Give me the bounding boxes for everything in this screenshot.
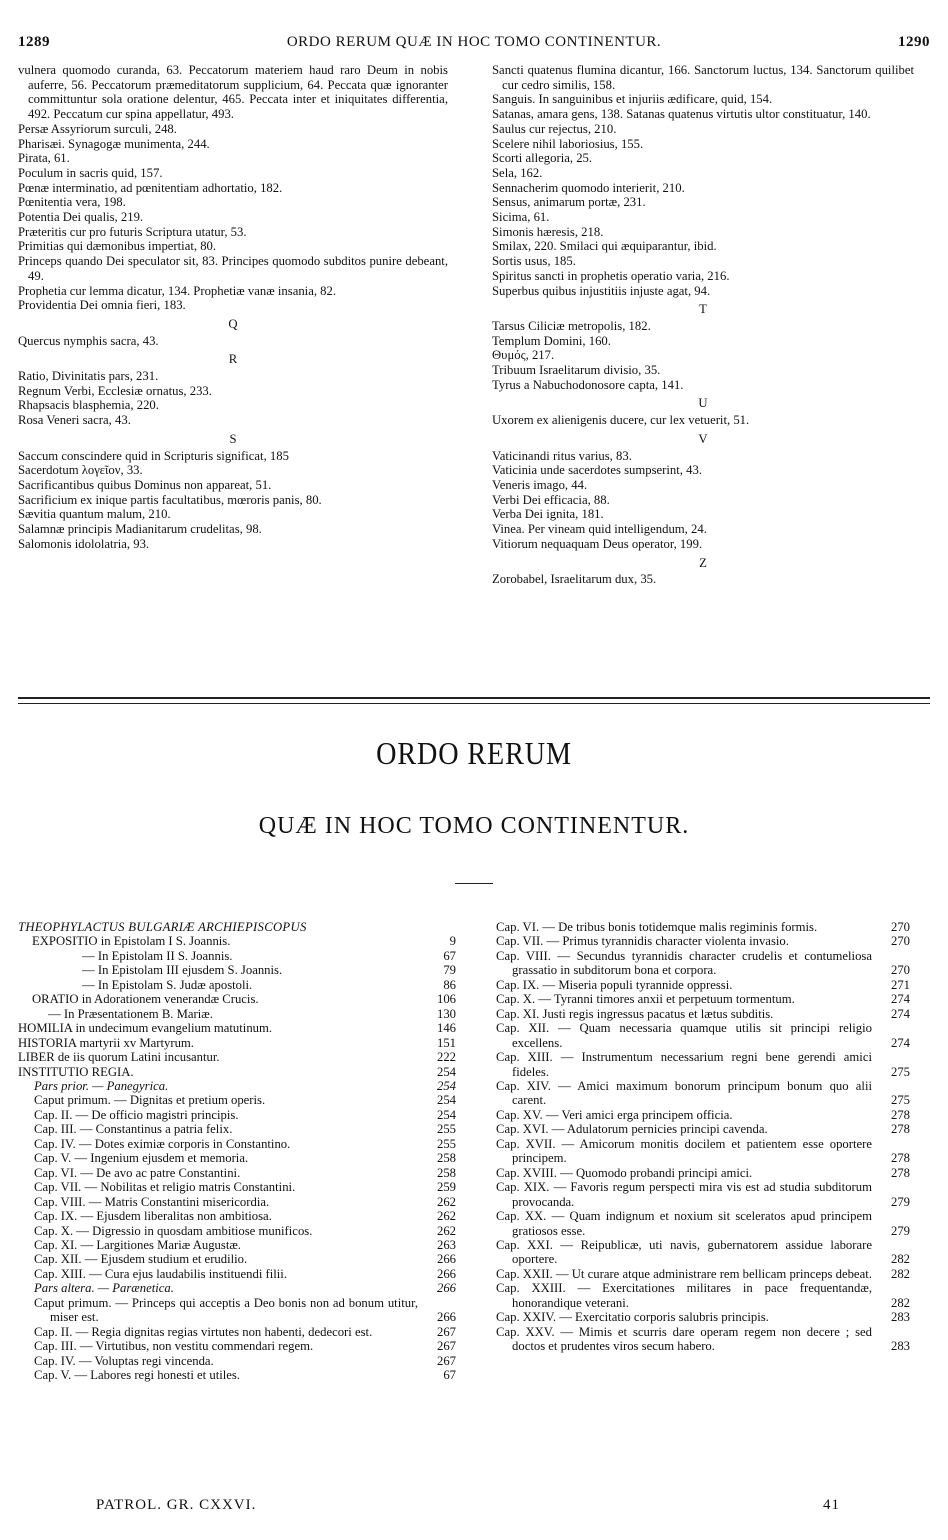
contents-entry-title: ORATIO in Adorationem venerandæ Crucis. [32,992,259,1007]
contents-entry-page: 274 [890,1006,910,1021]
contents-entry-page: 275 [890,1064,910,1079]
contents-entry-page: 283 [890,1310,910,1325]
contents-entry [18,1296,456,1325]
index-entry: Sanguis. In sanguinibus et injuriis ædificare, quid, 154. [492,92,773,107]
contents-entry [480,1267,910,1281]
contents-entry-title: Cap. II. — Regia dignitas regias virtutes non habenti, dedecori est. [34,1324,373,1339]
contents-entry-title: Cap. XXV. — Mimis et scurris dare operam regem non decere ; sed doctos et prudentes viros secum habero. [496,1324,872,1354]
page-number-right: 1290 [898,34,930,50]
contents-column-right [480,920,910,1354]
running-header [18,34,930,54]
contents-entry-page: 67 [443,1368,456,1383]
index-entry: Salamnæ principis Madianitarum crudelitas, 98. [18,522,262,537]
index-column-left [18,63,448,552]
contents-entry [480,1281,910,1310]
index-entry: Præteritis cur pro futuris Scriptura utatur, 53. [18,224,247,239]
contents-entry [18,1209,456,1223]
contents-entry-page: 266 [436,1281,456,1296]
contents-entry-title: Cap. IX. — Ejusdem liberalitas non ambitiosa. [34,1209,272,1224]
contents-entry-title: Cap. XXIV. — Exercitatio corporis salubris principis. [496,1310,769,1325]
contents-entry [18,1224,456,1238]
running-title: ORDO RERUM QUÆ IN HOC TOMO CONTINENTUR. [286,34,662,50]
contents-entry [18,1267,456,1281]
contents-entry-title: Cap. XII. — Quam necessaria quamque utilis sit principi religio excellens. [496,1021,872,1050]
section-rule-top [18,697,930,699]
index-entry: Princeps quando Dei speculator sit, 83. Principes quomodo subditos punire debeant, 49. [18,254,448,283]
index-entry: Θυμός, 217. [492,348,555,363]
contents-entry-title: — In Epistolam S. Judæ apostoli. [82,977,253,992]
contents-entry-page: 254 [436,1064,456,1079]
index-entry: Zorobabel, Israelitarum dux, 35. [492,572,657,587]
index-letter: T [699,302,707,317]
index-entry: Sacerdotum λογεῖον, 33. [18,463,143,478]
index-entry: vulnera quomodo curanda, 63. Peccatorum materiem haud raro Deum in nobis auferre, 56. Peccatorum præmeditatorum supplicium, 64. Peccata quæ ignoranter committuntur sola oratione delentur, 465. Peccata inter et iniquitates differentia, 492. Peccatum cur spina appellatur, 493. [18,63,448,122]
index-entry: Verba Dei ignita, 181. [492,507,604,522]
index-entry: Persæ Assyriorum surculi, 248. [18,121,177,136]
index-entry: Regnum Verbi, Ecclesiæ ornatus, 233. [18,383,212,398]
index-column-right [492,63,914,587]
contents-entry-title: — In Epistolam III ejusdem S. Joannis. [82,963,283,978]
contents-entry-title: Cap. XVI. — Adulatorum pernicies principi cavenda. [496,1122,768,1137]
contents-entry-page: 267 [436,1324,456,1339]
index-entry: Tyrus a Nabuchodonosore capta, 141. [492,377,684,392]
index-letter: R [228,352,238,367]
contents-entry [18,1122,456,1136]
contents-entry [480,992,910,1006]
index-entry: Prophetia cur lemma dicatur, 134. Prophetiæ vanæ insania, 82. [18,283,337,298]
contents-entry-title: Cap. VIII. — Matris Constantini misericordia. [34,1194,270,1209]
contents-entry [480,1122,910,1136]
index-entry: Superbus quibus injustitiis injuste agat, 94. [492,283,711,298]
contents-entry [480,1180,910,1209]
index-entry: Tribuum Israelitarum divisio, 35. [492,363,661,378]
contents-entry [18,1065,456,1079]
contents-entry-title: Cap. VIII. — Secundus tyrannidis character crudelis et contumeliosa grassatio in subditorum bona et corpora. [496,948,872,978]
index-entry: Pœnitentia vera, 198. [18,195,126,210]
contents-entry-page: 255 [436,1122,456,1137]
contents-entry-title: Cap. V. — Ingenium ejusdem et memoria. [34,1151,249,1166]
contents-entry [18,1151,456,1165]
contents-entry-title: LIBER de iis quorum Latini incusantur. [18,1050,220,1065]
contents-entry-title: EXPOSITIO in Epistolam I S. Joannis. [32,934,231,949]
index-entry: Verbi Dei efficacia, 88. [492,492,610,507]
contents-entry [18,1021,456,1035]
index-entry: Vitiorum nequaquam Deus operator, 199. [492,536,703,551]
contents-entry [18,1166,456,1180]
contents-entry [480,1209,910,1238]
contents-entry-page: 282 [890,1266,910,1281]
contents-entry-title: Cap. XV. — Veri amici erga principem officia. [496,1107,733,1122]
index-letter: U [698,396,708,411]
contents-entry-title: Pars prior. — Panegyrica. [34,1078,169,1093]
contents-entry-title: Cap. XI. Justi regis ingressus pacatus et lætus subditis. [496,1006,774,1021]
index-entry: Sensus, animarum portæ, 231. [492,195,646,210]
contents-entry-title: Cap. XXIII. — Exercitationes militares in pace frequentandæ, honorandique veterani. [496,1281,872,1310]
contents-entry [480,1137,910,1166]
index-entry: Salomonis idololatria, 93. [18,536,150,551]
index-entry: Tarsus Ciliciæ metropolis, 182. [492,318,651,333]
contents-entry-page: 67 [443,948,456,963]
index-entry: Sacrificium ex inique partis facultatibus, mœroris panis, 80. [18,492,322,507]
contents-entry-title: Cap. III. — Virtutibus, non vestitu commendari regem. [34,1339,314,1354]
contents-entry-page: 275 [890,1093,910,1108]
contents-entry-title: Cap. VII. — Primus tyrannidis character violenta invasio. [496,934,789,949]
contents-entry [480,1007,910,1021]
contents-entry-page: 263 [436,1237,456,1252]
contents-entry [18,963,456,977]
index-entry: Saulus cur rejectus, 210. [492,121,617,136]
contents-entry [18,1137,456,1151]
contents-entry-title: Cap. VI. — De avo ac patre Constantini. [34,1165,241,1180]
contents-entry-page: 279 [890,1223,910,1238]
index-entry: Providentia Dei omnia fieri, 183. [18,298,186,313]
contents-entry-title: Cap. VI. — De tribus bonis totidemque malis regiminis formis. [496,920,818,934]
contents-entry [480,1108,910,1122]
section-title: ORDO RERUM [376,735,572,771]
contents-entry [480,1166,910,1180]
index-entry: Uxorem ex alienigenis ducere, cur lex vetuerit, 51. [492,413,750,428]
title-divider [455,883,493,884]
contents-entry-title: Cap. II. — De officio magistri principis. [34,1107,239,1122]
contents-entry [18,978,456,992]
index-entry: Potentia Dei qualis, 219. [18,210,144,225]
contents-entry-title: Cap. IV. — Voluptas regi vincenda. [34,1353,214,1368]
contents-entry-page: 262 [436,1223,456,1238]
contents-entry-page: 270 [890,920,910,934]
contents-entry-page: 262 [436,1194,456,1209]
contents-entry-page: 267 [436,1339,456,1354]
contents-entry [18,1354,456,1368]
contents-heading: THEOPHYLACTUS BULGARIÆ ARCHIEPISCOPUS [18,920,307,934]
contents-entry [18,1281,456,1295]
index-entry: Pœnæ interminatio, ad pœnitentiam adhortatio, 182. [18,180,283,195]
contents-entry-title: HISTORIA martyrii xv Martyrum. [18,1035,194,1050]
contents-entry-title: Cap. XX. — Quam indignum et noxium sit sceleratos apud principem gratiosos esse. [496,1209,872,1238]
index-entry: Poculum in sacris quid, 157. [18,165,163,180]
index-entry: Scelere nihil laboriosius, 155. [492,136,644,151]
section-rule-bottom [18,703,930,704]
contents-entry-page: 258 [436,1151,456,1166]
index-entry: Quercus nymphis sacra, 43. [18,333,159,348]
contents-entry [18,1252,456,1266]
index-entry: Saccum conscindere quid in Scripturis significat, 185 [18,448,289,463]
contents-entry-title: Cap. IV. — Dotes eximiæ corporis in Constantino. [34,1136,291,1151]
contents-entry-title: Caput primum. — Princeps qui acceptis a Deo bonis non ad bonum utitur, miser est. [34,1295,418,1325]
contents-entry-page: 278 [890,1122,910,1137]
index-entry: Templum Domini, 160. [492,333,611,348]
contents-entry-title: Cap. X. — Digressio in quosdam ambitiose munificos. [34,1223,313,1238]
contents-entry-title: Cap. III. — Constantinus a patria felix. [34,1122,233,1137]
contents-entry [18,1050,456,1064]
contents-entry-title: Cap. V. — Labores regi honesti et utiles. [34,1368,241,1383]
index-entry: Scorti allegoria, 25. [492,151,593,166]
index-entry: Primitias qui dæmonibus impertiat, 80. [18,239,217,254]
index-entry: Sortis usus, 185. [492,254,576,269]
contents-entry [18,1036,456,1050]
index-entry: Sacrificantibus quibus Dominus non appareat, 51. [18,477,272,492]
contents-entry-page: 279 [890,1194,910,1209]
contents-entry [18,934,456,948]
contents-entry-page: 267 [436,1353,456,1368]
contents-entry-page: 146 [436,1021,456,1036]
index-entry: Veneris imago, 44. [492,477,588,492]
contents-entry [18,1093,456,1107]
contents-entry-title: Cap. XVII. — Amicorum monitis docilem et patientem esse oportere principem. [496,1136,872,1166]
contents-entry-page: 278 [890,1107,910,1122]
index-entry: Rosa Veneri sacra, 43. [18,413,131,428]
contents-entry-page: 254 [436,1078,456,1093]
contents-entry-title: Cap. XII. — Ejusdem studium et erudilio. [34,1252,248,1267]
footer-signature: PATROL. GR. CXXVI. [96,1497,257,1513]
index-letter: S [229,431,237,446]
contents-entry [18,1195,456,1209]
contents-entry-page: 274 [890,992,910,1007]
index-entry: Vaticinia unde sacerdotes sumpserint, 43. [492,463,702,478]
contents-entry [480,934,910,948]
index-letter: V [698,431,708,446]
contents-entry-title: Cap. IX. — Miseria populi tyrannide oppressi. [496,977,733,992]
contents-entry [18,1339,456,1353]
contents-entry [480,1021,910,1050]
contents-entry-page: 278 [890,1151,910,1166]
contents-entry-title: — In Epistolam II S. Joannis. [82,948,233,963]
index-entry: Pirata, 61. [18,151,70,166]
index-entry: Vaticinandi ritus varius, 83. [492,448,632,463]
contents-entry-page: 254 [436,1093,456,1108]
index-entry: Sennacherim quomodo interierit, 210. [492,180,685,195]
contents-entry [18,1079,456,1093]
contents-entry-title: Caput primum. — Dignitas et pretium operis. [34,1093,266,1108]
contents-entry-page: 151 [436,1035,456,1050]
contents-entry-page: 282 [890,1295,910,1310]
index-entry: Sævitia quantum malum, 210. [18,507,171,522]
index-entry: Simonis hæresis, 218. [492,224,604,239]
contents-entry-title: Cap. XXII. — Ut curare atque administrare rem bellicam princeps debeat. [496,1266,872,1281]
contents-entry [18,1180,456,1194]
index-entry: Vinea. Per vineam quid intelligendum, 24. [492,522,707,537]
page-number-left: 1289 [18,34,50,50]
index-entry: Sicima, 61. [492,210,550,225]
contents-entry [18,1007,456,1021]
index-entry: Sela, 162. [492,165,543,180]
contents-entry-page: 271 [890,977,910,992]
contents-entry-page: 266 [436,1266,456,1281]
contents-entry [480,920,910,934]
index-entry: Satanas, amara gens, 138. Satanas quatenus virtutis ultor constituatur, 140. [492,107,871,122]
contents-entry-page: 270 [890,963,910,978]
contents-entry-title: Cap. XIII. — Cura ejus laudabilis instituendi filii. [34,1266,288,1281]
contents-entry-page: 278 [890,1165,910,1180]
index-entry: Pharisæi. Synagogæ munimenta, 244. [18,136,210,151]
contents-entry [480,1079,910,1108]
contents-entry-page: 130 [436,1006,456,1021]
contents-entry [18,992,456,1006]
contents-entry [18,1368,456,1382]
contents-entry-title: Cap. XIV. — Amici maximum bonorum principum bonum quo alii carent. [496,1078,872,1108]
contents-entry-title: INSTITUTIO REGIA. [18,1064,134,1079]
contents-entry-title: Cap. XIX. — Favoris regum perspecti mira vis est ad studia subditorum provocanda. [496,1180,872,1209]
contents-entry [480,1050,910,1079]
contents-entry-title: Pars altera. — Parænetica. [34,1281,174,1296]
contents-entry [18,1238,456,1252]
contents-entry-page: 9 [449,934,456,949]
index-entry: Ratio, Divinitatis pars, 231. [18,369,159,384]
section-subtitle: QUÆ IN HOC TOMO CONTINENTUR. [258,813,690,839]
contents-entry [480,949,910,978]
contents-entry-title: Cap. XI. — Largitiones Mariæ Augustæ. [34,1237,241,1252]
index-letter: Z [699,555,707,570]
contents-entry-title: Cap. X. — Tyranni timores anxii et perpetuum tormentum. [496,992,795,1007]
index-entry: Sancti quatenus flumina dicantur, 166. Sanctorum luctus, 134. Sanctorum quilibet cur cedro similis, 158. [492,63,914,92]
contents-entry [480,1325,910,1354]
contents-entry-page: 254 [436,1107,456,1122]
contents-entry-page: 259 [436,1180,456,1195]
index-letter: Q [228,316,238,331]
contents-entry-page: 266 [436,1252,456,1267]
contents-entry-page: 282 [890,1252,910,1267]
contents-entry [18,949,456,963]
contents-entry-page: 86 [443,977,456,992]
contents-entry [480,1310,910,1324]
contents-entry [480,978,910,992]
index-entry: Spiritus sancti in prophetis operatio varia, 216. [492,268,730,283]
contents-entry-page: 262 [436,1209,456,1224]
footer-sheet-number: 41 [823,1497,840,1513]
index-entry: Rhapsacis blasphemia, 220. [18,398,159,413]
contents-entry-title: HOMILIA in undecimum evangelium matutinum. [18,1021,273,1036]
contents-entry-title: Cap. XXI. — Reipublicæ, uti navis, gubernatorem assidue laborare oportere. [496,1237,872,1267]
contents-entry-title: — In Præsentationem B. Mariæ. [48,1006,213,1021]
contents-entry-page: 106 [436,992,456,1007]
contents-entry-page: 283 [890,1339,910,1354]
index-entry: Smilax, 220. Smilaci qui æquiparantur, ibid. [492,239,717,254]
contents-entry [18,1325,456,1339]
contents-entry [480,1238,910,1267]
contents-entry-title: Cap. XVIII. — Quomodo probandi principi amici. [496,1165,753,1180]
contents-entry-page: 266 [436,1310,456,1325]
contents-column-left [18,920,456,1383]
contents-entry-page: 222 [436,1050,456,1065]
contents-entry-page: 255 [436,1136,456,1151]
contents-entry-title: Cap. VII. — Nobilitas et religio matris Constantini. [34,1180,296,1195]
contents-entry-page: 258 [436,1165,456,1180]
contents-entry-page: 270 [890,934,910,949]
contents-entry-page: 79 [443,963,456,978]
contents-entry [18,1108,456,1122]
contents-entry-page: 274 [890,1035,910,1050]
contents-entry-title: Cap. XIII. — Instrumentum necessarium regni bene gerendi amici fideles. [496,1050,872,1079]
